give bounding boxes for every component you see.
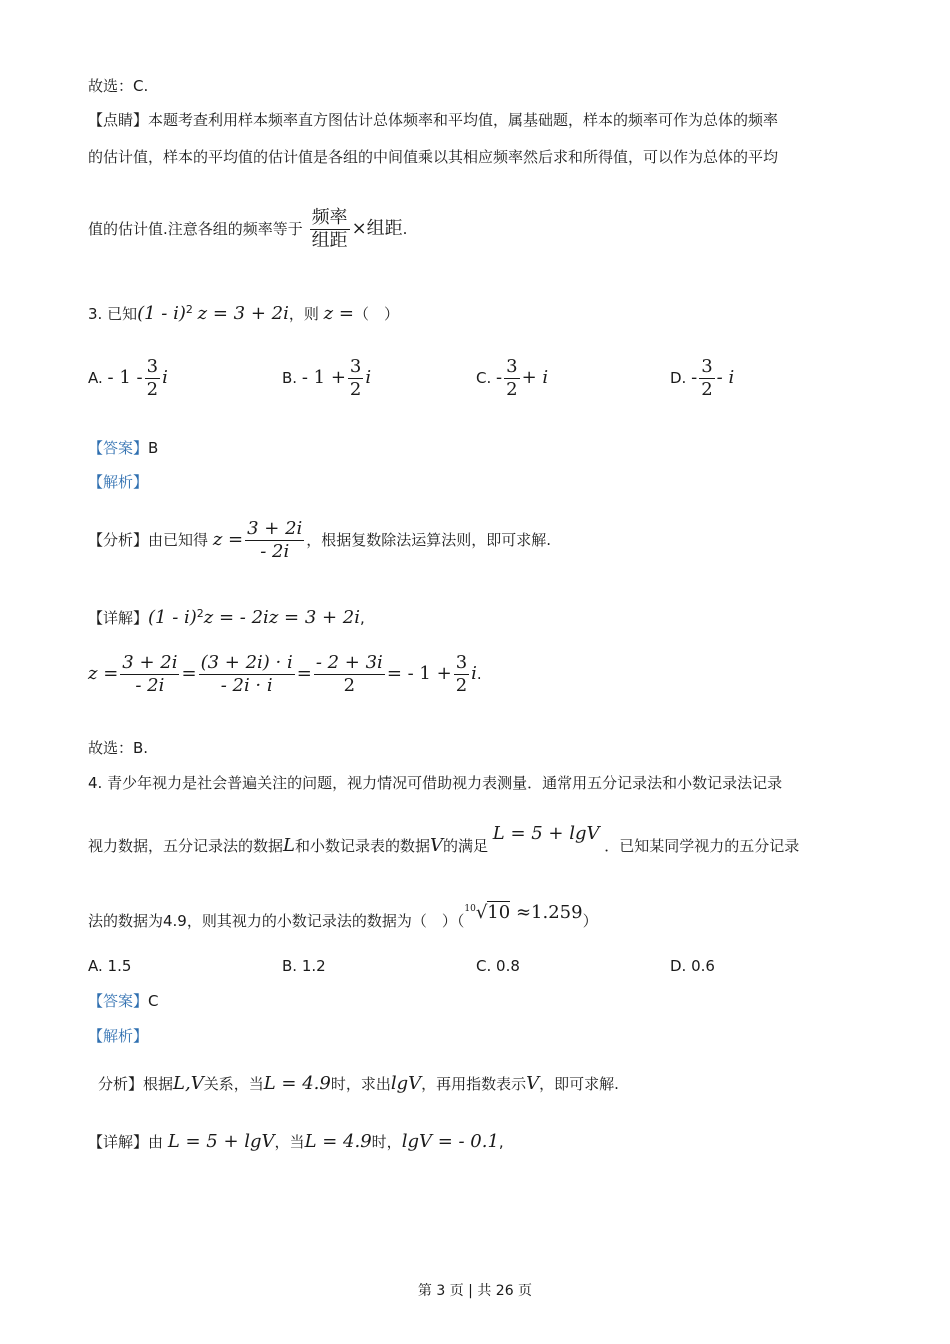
page-footer: 第 3 页 | 共 26 页 — [417, 1283, 533, 1299]
q3-expr-b: z = 3 + 2i — [197, 303, 289, 324]
q3-stem-text: 已知 — [107, 305, 138, 323]
option-post: + i — [521, 367, 549, 388]
detail-comma: , — [360, 609, 365, 627]
q3-fenxi — [88, 518, 551, 563]
eq-frac-4: $\frac{3}{2}$ — [455, 652, 468, 696]
q4-detail: 【详解】由 L = 5 + lgV，当L = 4.9时，lgV = - 0.1, — [88, 1131, 504, 1152]
q3-answer — [88, 438, 158, 458]
q3-option-b[interactable] — [282, 356, 371, 401]
q4-text: ．已知某同学视力的五分记录 — [604, 837, 800, 855]
detail-tag: 【详解】 — [88, 609, 149, 627]
q3-stem — [88, 300, 399, 324]
option-post: i — [365, 367, 372, 388]
detail-exp: 2 — [196, 607, 204, 620]
root-expr: $^{10}$√10 ≈1.259 — [464, 902, 583, 923]
q3-option-d[interactable] — [670, 356, 734, 401]
period: . — [402, 220, 408, 238]
note-line-2: 的估计值，样本的平均值的估计值是各组的中间值乘以其相应频率然后求和所得值，可以作为总体的平均 — [88, 148, 779, 166]
answer-value: C — [148, 992, 159, 1010]
fenxi-fraction: $\frac{3 + 2i}{- 2i}$ — [247, 518, 303, 562]
q3-detail — [88, 602, 365, 630]
q4-option-a[interactable]: A. 1.5 — [88, 957, 132, 975]
fenxi-post: ，根据复数除法运算法则，即可求解. — [306, 531, 552, 549]
answer-tag: 【答案】 — [88, 992, 149, 1010]
q4-line-1: 4. 青少年视力是社会普遍关注的问题，视力情况可借助视力表测量．通常用五分记录法和小数记录法记录 — [88, 774, 783, 792]
q3-paren: （ ） — [353, 305, 399, 323]
option-label: C. — [476, 369, 492, 387]
option-pre: - — [496, 367, 503, 388]
option-label: D. — [670, 369, 687, 387]
q4-text: 法的数据为4.9，则其视力的小数记录法的数据为（ ）（ — [88, 912, 465, 930]
q4-option-d[interactable]: D. 0.6 — [670, 957, 715, 975]
q4-text: 和小数记录表的数据 — [294, 837, 430, 855]
detail-expr-a: (1 - i) — [148, 607, 197, 628]
note-tag: 【点睛】 — [88, 111, 149, 129]
q4-line-3 — [88, 902, 598, 933]
option-label: B. — [282, 369, 298, 387]
freq-fraction: $\frac{\text{频率}}{\text{组距}}$ — [311, 207, 348, 251]
option-post: i — [162, 367, 168, 388]
option-fraction: $\frac{3}{2}$ — [701, 356, 713, 400]
q3-number: 3. — [88, 305, 103, 323]
q3-final: 故选：B. — [88, 739, 149, 757]
q3-equation — [88, 652, 482, 697]
q3-option-c[interactable] — [476, 356, 548, 401]
q3-exp: 2 — [185, 303, 193, 316]
answer-value: B — [148, 439, 159, 457]
eq-sign-1: = — [181, 663, 197, 684]
var-L: L — [283, 835, 295, 856]
option-fraction: $\frac{3}{2}$ — [349, 356, 362, 400]
var-V: V — [429, 835, 443, 856]
note-line-3 — [88, 207, 407, 252]
option-fraction: $\frac{3}{2}$ — [146, 356, 159, 400]
answer-tag: 【答案】 — [88, 439, 149, 457]
option-pre: - 1 - — [107, 367, 143, 388]
q3-stem-mid: ，则 — [288, 305, 319, 323]
q4-fenxi: 分析】根据L,V关系，当L = 4.9时，求出lgV，再用指数表示V，即可求解. — [98, 1073, 619, 1094]
q4-formula: L = 5 + lgV — [492, 823, 600, 844]
eq-i: i — [471, 663, 477, 684]
times-expr: ×组距 — [351, 218, 403, 239]
fenxi-tag: 【分析】 — [88, 531, 149, 549]
eq-end: . — [476, 665, 482, 683]
eq-frac-1: $\frac{3 + 2i}{- 2i}$ — [122, 652, 178, 696]
eq-frac-2: $\frac{(3 + 2i) \cdot i}{- 2i \cdot i}$ — [200, 652, 293, 696]
q3-option-a[interactable] — [88, 356, 168, 401]
q4-option-b[interactable]: B. 1.2 — [282, 957, 326, 975]
q4-text: ） — [582, 912, 598, 930]
fenxi-z: z = — [212, 529, 244, 550]
eq-sign-2: = — [296, 663, 312, 684]
q4-line-2 — [88, 823, 800, 858]
option-pre: - — [691, 367, 698, 388]
q3-analysis-tag: 【解析】 — [88, 473, 149, 491]
q4-analysis-tag: 【解析】 — [88, 1027, 149, 1045]
detail-expr-b: z = - 2iz = 3 + 2i — [203, 607, 361, 628]
eq-tail: = - 1 + — [386, 663, 452, 684]
note-text-1: 本题考查利用样本频率直方图估计总体频率和平均值，属基础题，样本的频率可作为总体的频率 — [148, 111, 779, 129]
q3-expr-a: (1 - i) — [137, 303, 186, 324]
q4-text: 视力数据，五分记录法的数据 — [88, 837, 284, 855]
eq-z: z = — [88, 663, 119, 684]
answer-line: 故选：C. — [88, 77, 149, 95]
q4-text: 的满足 — [442, 837, 488, 855]
q4-option-c[interactable]: C. 0.8 — [476, 957, 520, 975]
fenxi-pre: 由已知得 — [148, 531, 209, 549]
option-pre: - 1 + — [301, 367, 346, 388]
option-fraction: $\frac{3}{2}$ — [506, 356, 518, 400]
eq-frac-3: $\frac{- 2 + 3i}{2}$ — [315, 652, 383, 696]
option-post: - i — [716, 367, 735, 388]
q3-expr-c: z = — [323, 303, 354, 324]
note-line-1 — [88, 110, 778, 130]
option-label: A. — [88, 369, 103, 387]
note-text-3: 值的估计值.注意各组的频率等于 — [88, 220, 303, 238]
q4-answer — [88, 991, 159, 1011]
